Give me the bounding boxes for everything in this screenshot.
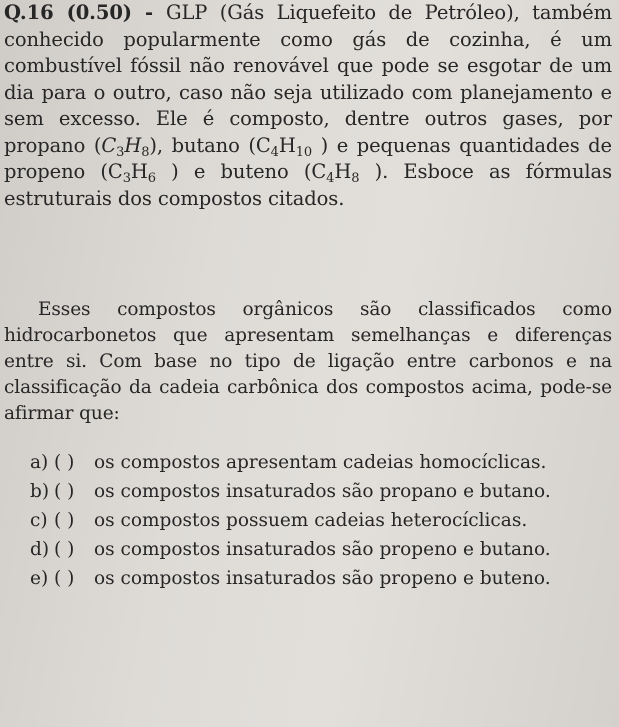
option-d-letter: d) <box>30 539 50 560</box>
question-statement: Q.16 (0.50) - GLP (Gás Liquefeito de Petróleo), também conhecido popularmente como gás de cozinha, é um combustível fóssil não renovável que pode se esgotar de um dia para o outro, caso não seja utilizado com planejamento e sem excesso. Ele é composto, dentre outros gases, por propano $(C_3H_8)$, butano ($C_4H_{10}$ ) e pequenas quantidades de propeno ($C_3H_6$ ) e buteno ($C_4H_8$ ). Esboce as fórmulas estruturais dos compostos citados. <box>4 1 612 210</box>
question-number: Q.16 (0.50) - <box>4 1 166 24</box>
propano-formula-h: H <box>124 133 142 157</box>
option-a-text: os compostos apresentam cadeias homocíclicas. <box>94 452 547 473</box>
question-text-3: ) e pequenas quantidades de propeno <box>4 133 612 183</box>
option-e-checkbox[interactable]: ( ) <box>54 568 75 589</box>
butano-formula-c: (C <box>248 133 271 157</box>
option-d-text: os compostos insaturados são propeno e butano. <box>94 539 551 560</box>
answer-options <box>30 450 610 595</box>
butano-formula-c-sub: 4 <box>270 144 279 160</box>
buteno-formula-h-sub: 8 <box>351 171 360 186</box>
option-c-letter: c) <box>30 510 48 531</box>
option-d[interactable] <box>30 537 610 563</box>
option-b[interactable] <box>30 479 610 505</box>
option-c[interactable] <box>30 508 610 534</box>
option-a-letter: a) <box>30 452 49 473</box>
propano-formula-c-sub: 3 <box>116 144 125 160</box>
option-b-letter: b) <box>30 481 50 502</box>
buteno-formula-c: (C <box>303 160 327 183</box>
buteno-formula-c-sub: 4 <box>326 171 335 186</box>
option-c-checkbox[interactable]: ( ) <box>54 510 75 531</box>
propano-formula-c: C <box>101 133 117 157</box>
option-d-checkbox[interactable]: ( ) <box>54 539 75 560</box>
option-e[interactable] <box>30 566 610 592</box>
option-b-text: os compostos insaturados são propano e butano. <box>94 481 551 502</box>
option-e-letter: e) <box>30 568 49 589</box>
option-b-checkbox[interactable]: ( ) <box>54 481 75 502</box>
question-text-4: ) e buteno <box>155 160 304 183</box>
option-a[interactable] <box>30 450 610 476</box>
context-paragraph: Esses compostos orgânicos são classificados como hidrocarbonetos que apresentam semelhanças e diferenças entre si. Com base no tipo de ligação entre carbonos e na classificação da cadeia carbônica dos compostos acima, pode-se afirmar que: <box>4 299 612 424</box>
propeno-formula-c-sub: 3 <box>122 171 131 186</box>
propeno-formula-c: (C <box>100 160 123 183</box>
propeno-formula-h-sub: 6 <box>147 171 156 186</box>
option-e-text: os compostos insaturados são propeno e buteno. <box>94 568 551 589</box>
question-text-5: ). Esboce as fórmulas estruturais dos compostos citados. <box>4 160 612 210</box>
question-text-1: GLP (Gás Liquefeito de Petróleo), também conhecido popularmente como gás de cozinha, é um combustível fóssil não renovável que pode se esgotar de um dia para o outro, caso não seja utilizado com planejamento e sem excesso. Ele é composto, dentre outros gases, por propano <box>4 1 612 157</box>
propeno-formula-h: H <box>130 160 148 183</box>
butano-formula-h: H <box>278 133 296 157</box>
butano-formula-h-sub: 10 <box>295 144 313 160</box>
buteno-formula-h: H <box>334 160 352 183</box>
option-c-text: os compostos possuem cadeias heterocíclicas. <box>94 510 528 531</box>
propano-formula-h-sub: 8 <box>141 144 150 160</box>
question-text-2: ), butano <box>149 133 249 157</box>
option-a-checkbox[interactable]: ( ) <box>54 452 75 473</box>
